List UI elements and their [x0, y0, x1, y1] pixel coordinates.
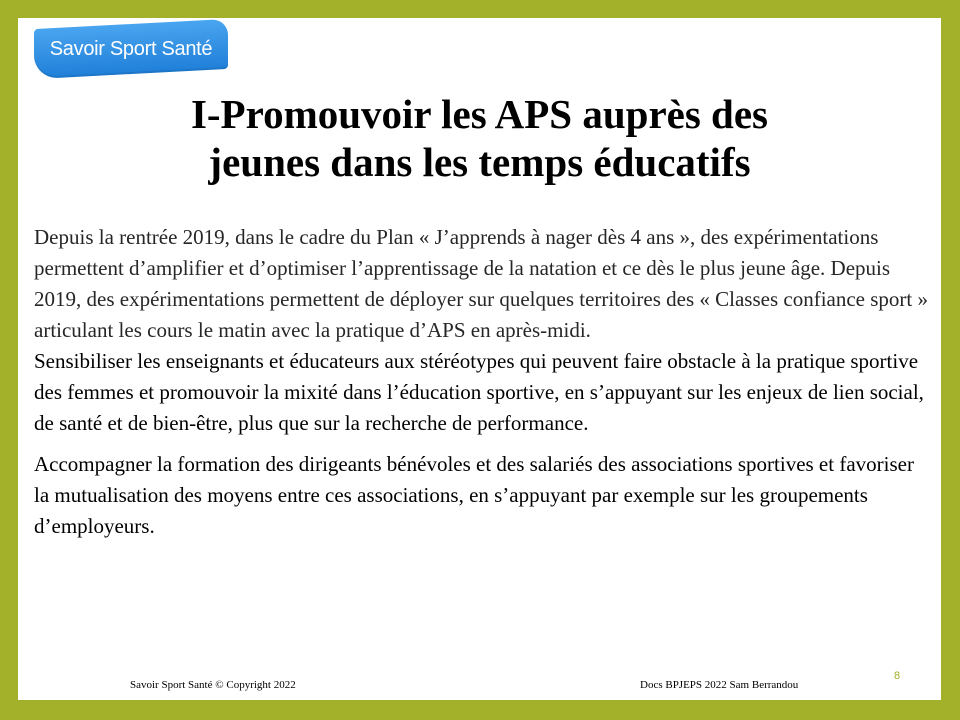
slide-body	[34, 222, 928, 542]
slide	[18, 18, 941, 700]
paragraph-2: Sensibiliser les enseignants et éducateurs aux stéréotypes qui peuvent faire obstacle à la pratique sportive des femmes et promouvoir la mixité dans l’éducation sportive, en s’appuyant sur les enjeux de lien social, de santé et de bien-être, plus que sur la recherche de performance.	[34, 349, 924, 435]
page-number: 8	[894, 670, 901, 682]
paragraph-3: Accompagner la formation des dirigeants bénévoles et des salariés des associations sportives et favoriser la mutualisation des moyens entre ces associations, en s’appuyant par exemple sur les groupements d’employeurs.	[34, 452, 914, 538]
slide-title	[18, 90, 941, 186]
title-line-2: jeunes dans les temps éducatifs	[208, 139, 751, 185]
footer-docs: Docs BPJEPS 2022 Sam Berrandou	[640, 679, 799, 691]
footer-copyright: Savoir Sport Santé © Copyright 2022	[130, 679, 296, 691]
paragraph-1: Depuis la rentrée 2019, dans le cadre du Plan « J’apprends à nager dès 4 ans », des expérimentations permettent d’amplifier et d’optimiser l’apprentissage de la natation et ce dès le plus jeune âge. Depuis 2019, des expérimentations permettent de déployer sur quelques territoires des « Classes confiance sport » articulant les cours le matin avec la pratique d’APS en après-midi.	[34, 225, 928, 342]
title-line-1: I-Promouvoir les APS auprès des	[190, 91, 769, 137]
logo-text: Savoir Sport Santé	[49, 37, 213, 60]
logo	[34, 19, 228, 79]
